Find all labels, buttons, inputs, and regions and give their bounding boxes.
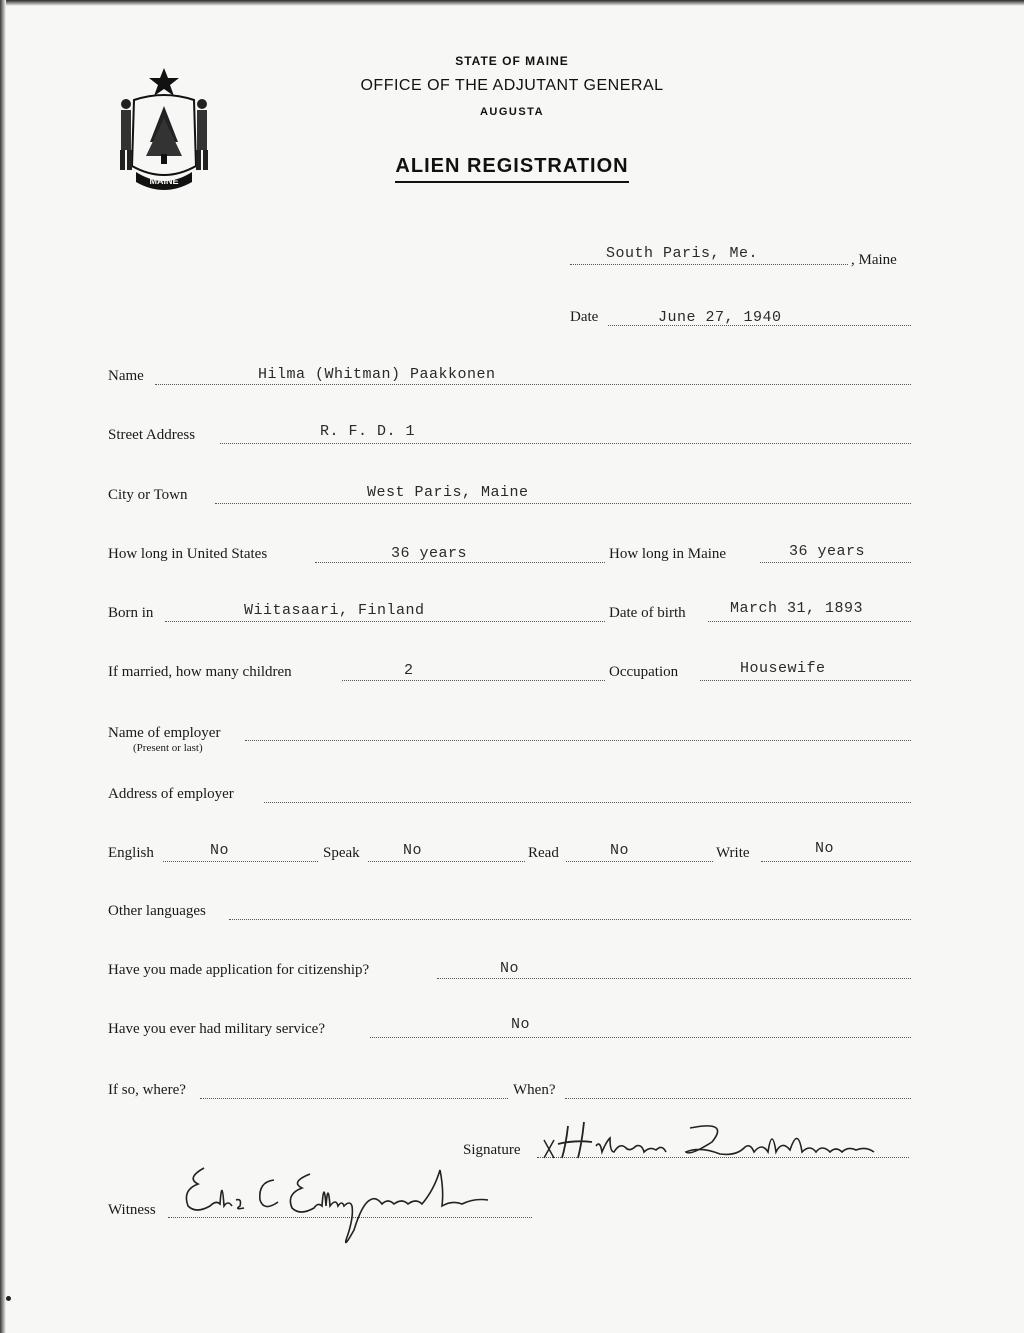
how-long-maine-line xyxy=(760,562,911,563)
city-line xyxy=(215,503,911,504)
occupation-line xyxy=(700,680,911,681)
other-languages-label: Other languages xyxy=(108,903,206,919)
write-line xyxy=(761,861,911,862)
english-value: No xyxy=(210,842,230,859)
employer-address-line xyxy=(264,802,911,803)
english-line xyxy=(163,861,318,862)
date-value: June 27, 1940 xyxy=(658,309,782,326)
place-line xyxy=(570,264,848,265)
witness-label: Witness xyxy=(108,1202,156,1218)
employer-sublabel: (Present or last) xyxy=(133,742,203,754)
scan-edge-left xyxy=(0,0,6,1333)
name-label: Name xyxy=(108,368,144,384)
scan-edge-top xyxy=(0,0,1024,6)
dob-label: Date of birth xyxy=(609,605,686,621)
occupation-label: Occupation xyxy=(609,664,679,680)
name-value: Hilma (Whitman) Paakkonen xyxy=(258,366,496,383)
speak-label: Speak xyxy=(323,845,360,861)
born-in-value: Wiitasaari, Finland xyxy=(244,602,425,619)
date-label: Date xyxy=(570,309,599,325)
military-line xyxy=(370,1037,911,1038)
dob-line xyxy=(708,621,911,622)
street-line xyxy=(220,443,911,444)
write-value: No xyxy=(815,840,835,857)
seal-motto-text: MAINE xyxy=(149,176,179,186)
where-line xyxy=(200,1098,508,1099)
children-label: If married, how many children xyxy=(108,664,292,680)
english-label: English xyxy=(108,845,154,861)
children-line xyxy=(342,680,605,681)
military-value: No xyxy=(511,1016,531,1033)
place-suffix: , Maine xyxy=(851,252,897,268)
how-long-us-value: 36 years xyxy=(391,545,468,562)
place-value: South Paris, Me. xyxy=(606,245,759,262)
speak-value: No xyxy=(403,842,423,859)
when-line xyxy=(565,1098,911,1099)
other-languages-line xyxy=(229,919,911,920)
signature-handwriting-icon xyxy=(540,1112,900,1168)
street-value: R. F. D. 1 xyxy=(320,423,416,440)
when-label: When? xyxy=(513,1082,556,1098)
form-title-text: ALIEN REGISTRATION xyxy=(395,155,628,183)
employer-line xyxy=(245,740,911,741)
city-value: West Paris, Maine xyxy=(367,484,529,501)
speak-line xyxy=(368,861,525,862)
how-long-us-line xyxy=(315,562,605,563)
how-long-maine-label: How long in Maine xyxy=(609,546,727,562)
header-city: AUGUSTA xyxy=(479,106,545,118)
children-value: 2 xyxy=(404,662,414,679)
street-label: Street Address xyxy=(108,427,196,443)
occupation-value: Housewife xyxy=(740,660,826,677)
witness-handwriting-icon xyxy=(178,1160,508,1250)
employer-label: Name of employer xyxy=(108,725,221,741)
header-office: OFFICE OF THE ADJUTANT GENERAL xyxy=(360,77,664,94)
military-label: Have you ever had military service? xyxy=(108,1021,325,1037)
write-label: Write xyxy=(716,845,750,861)
citizenship-line xyxy=(437,978,911,979)
read-value: No xyxy=(610,842,630,859)
header-state: STATE OF MAINE xyxy=(455,54,569,68)
read-line xyxy=(566,861,713,862)
signature-label: Signature xyxy=(463,1142,521,1158)
born-in-label: Born in xyxy=(108,605,154,621)
where-label: If so, where? xyxy=(108,1082,186,1098)
how-long-us-label: How long in United States xyxy=(108,546,268,562)
read-label: Read xyxy=(528,845,559,861)
form-title xyxy=(0,155,1024,178)
employer-address-label: Address of employer xyxy=(108,786,234,802)
city-label: City or Town xyxy=(108,487,188,503)
citizenship-value: No xyxy=(500,960,520,977)
born-in-line xyxy=(165,621,605,622)
scan-speck xyxy=(6,1296,11,1301)
citizenship-label: Have you made application for citizenship? xyxy=(108,962,370,978)
name-line xyxy=(155,384,911,385)
dob-value: March 31, 1893 xyxy=(730,600,864,617)
how-long-maine-value: 36 years xyxy=(789,543,866,560)
